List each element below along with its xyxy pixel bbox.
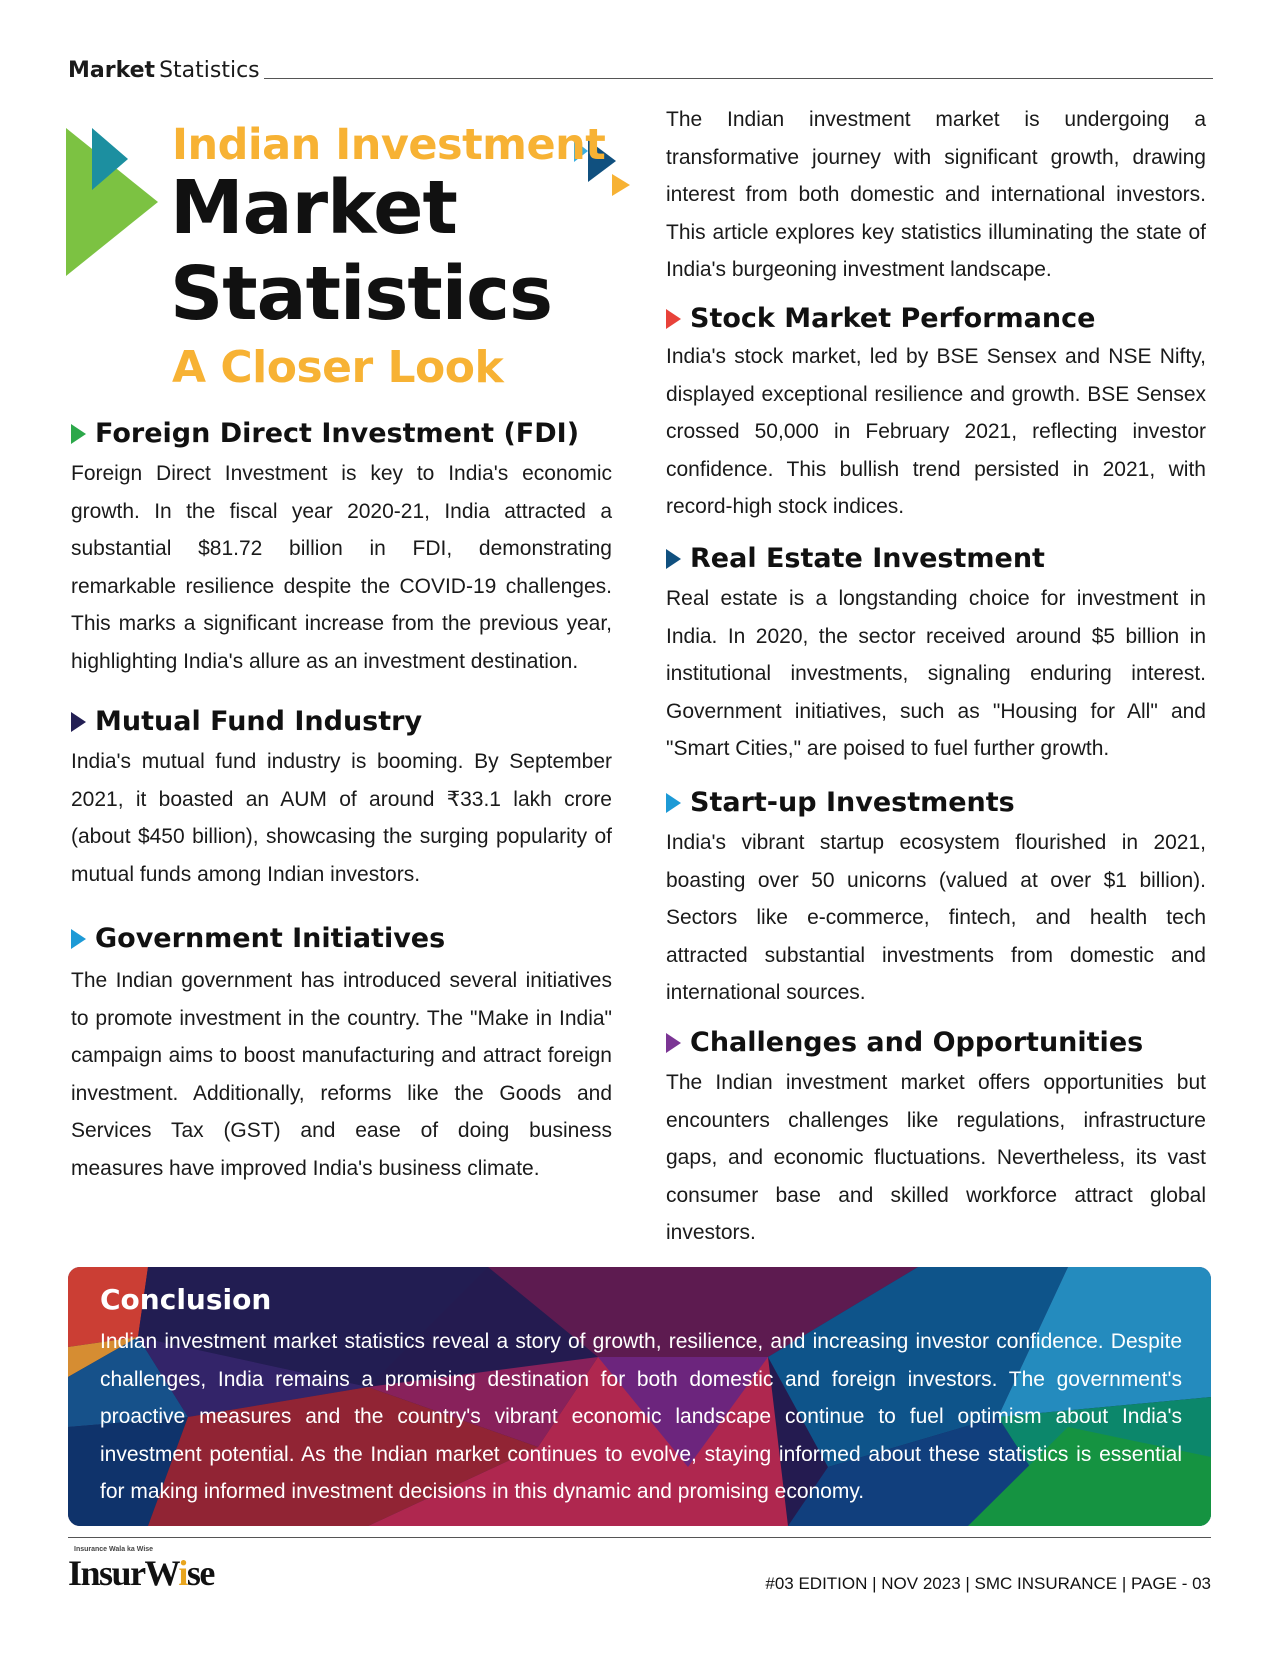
section-heading — [71, 923, 612, 954]
running-header-regular: Statistics — [159, 58, 260, 83]
section-mutual-fund — [71, 706, 612, 893]
section-fdi — [71, 418, 612, 680]
section-real-estate — [666, 543, 1206, 768]
logo-text-part2: se — [186, 1553, 214, 1593]
section-startup — [666, 787, 1206, 1012]
logo-tagline: Insurance Wala ka Wise — [74, 1546, 154, 1553]
section-heading — [71, 706, 612, 737]
title-main-line2: Statistics — [170, 251, 553, 337]
title-kicker: Indian Investment — [172, 120, 606, 170]
insurwise-logo — [68, 1546, 214, 1594]
section-mutual-fund-title: Mutual Fund Industry — [95, 706, 423, 737]
red-arrow-icon — [666, 309, 681, 329]
navy-arrow-icon — [71, 712, 86, 732]
section-heading — [666, 1027, 1206, 1058]
section-heading — [666, 303, 1206, 334]
section-heading — [666, 543, 1206, 574]
section-startup-body: India's vibrant startup ecosystem flourished in 2021, boasting over 50 unicorns (valued at over $1 billion). Sectors like e-commerce, fintech, and health tech attracted substantial investments from domestic and international sources. — [666, 831, 1206, 1004]
blue-arrow-icon — [71, 929, 86, 949]
running-header-bold: Market — [68, 58, 156, 83]
logo-text-accent: i — [178, 1553, 187, 1593]
title-arrows-graphic — [66, 126, 166, 276]
section-challenges-title: Challenges and Opportunities — [690, 1027, 1144, 1058]
blue-arrow-icon — [666, 793, 681, 813]
section-real-estate-body: Real estate is a longstanding choice for investment in India. In 2020, the sector received around $5 billion in institutional investments, signaling enduring interest. Government initiatives, such as "Housing for All" and "Smart Cities," are poised to fuel further growth. — [666, 587, 1206, 760]
section-fdi-title: Foreign Direct Investment (FDI) — [95, 418, 580, 449]
running-header — [68, 58, 1213, 86]
section-fdi-body: Foreign Direct Investment is key to India's economic growth. In the fiscal year 2020-21, India attracted a substantial $81.72 billion in FDI, demonstrating remarkable resilience despite the COVID-19 challenges. This marks a significant increase from the previous year, highlighting India's allure as an investment destination. — [71, 462, 612, 673]
section-mutual-fund-body: India's mutual fund industry is booming. By September 2021, it boasted an AUM of around ₹33.1 lakh crore (about $450 billion), showcasing the surging popularity of mutual funds among Indian investors. — [71, 750, 612, 886]
conclusion-box — [68, 1267, 1211, 1526]
section-government-title: Government Initiatives — [95, 923, 446, 954]
dark-blue-arrow-icon — [666, 549, 681, 569]
section-stock-market — [666, 303, 1206, 526]
section-stock-market-title: Stock Market Performance — [690, 303, 1096, 334]
yellow-arrow-icon — [612, 174, 630, 196]
section-stock-market-body: India's stock market, led by BSE Sensex and NSE Nifty, displayed exceptional resilience and growth. BSE Sensex crossed 50,000 in February 2021, reflecting investor confidence. This bullish trend persisted in 2021, with record-high stock indices. — [666, 345, 1206, 518]
purple-arrow-icon — [666, 1033, 681, 1053]
section-challenges — [666, 1027, 1206, 1252]
section-heading — [71, 418, 612, 449]
section-heading — [666, 787, 1206, 818]
section-challenges-body: The Indian investment market offers opportunities but encounters challenges like regulations, infrastructure gaps, and economic fluctuations. Nevertheless, its vast consumer base and skilled workforce attract global investors. — [666, 1071, 1206, 1244]
conclusion-heading: Conclusion — [100, 1283, 272, 1316]
section-government-body: The Indian government has introduced several initiatives to promote investment in the country. The "Make in India" campaign aims to boost manufacturing and attract foreign investment. Additionally, reforms like the Goods and Services Tax (GST) and ease of doing business measures have improved India's business climate. — [71, 969, 612, 1180]
title-main-line1: Market — [170, 165, 457, 251]
logo-text-part1: InsurW — [68, 1553, 179, 1593]
footer-rule — [68, 1537, 1211, 1538]
title-subtitle: A Closer Look — [172, 342, 504, 393]
section-real-estate-title: Real Estate Investment — [690, 543, 1045, 574]
green-arrow-icon — [71, 424, 86, 444]
section-startup-title: Start-up Investments — [690, 787, 1015, 818]
conclusion-body: Indian investment market statistics reveal a story of growth, resilience, and increasing investor confidence. Despite challenges, India remains a promising destination for both domestic and foreign investors. The government's proactive measures and the country's vibrant economic landscape continue to fuel optimism about India's investment potential. As the Indian market continues to evolve, staying informed about these statistics is essential for making informed investment decisions in this dynamic and promising economy. — [100, 1330, 1182, 1503]
intro-paragraph: The Indian investment market is undergoing a transformative journey with significant growth, drawing interest from both domestic and international investors. This article explores key statistics illuminating the state of India's burgeoning investment landscape. — [666, 108, 1206, 281]
section-government — [71, 923, 612, 1187]
header-rule — [264, 78, 1213, 79]
footer-edition-info: #03 EDITION | NOV 2023 | SMC INSURANCE | PAGE - 03 — [765, 1574, 1211, 1593]
